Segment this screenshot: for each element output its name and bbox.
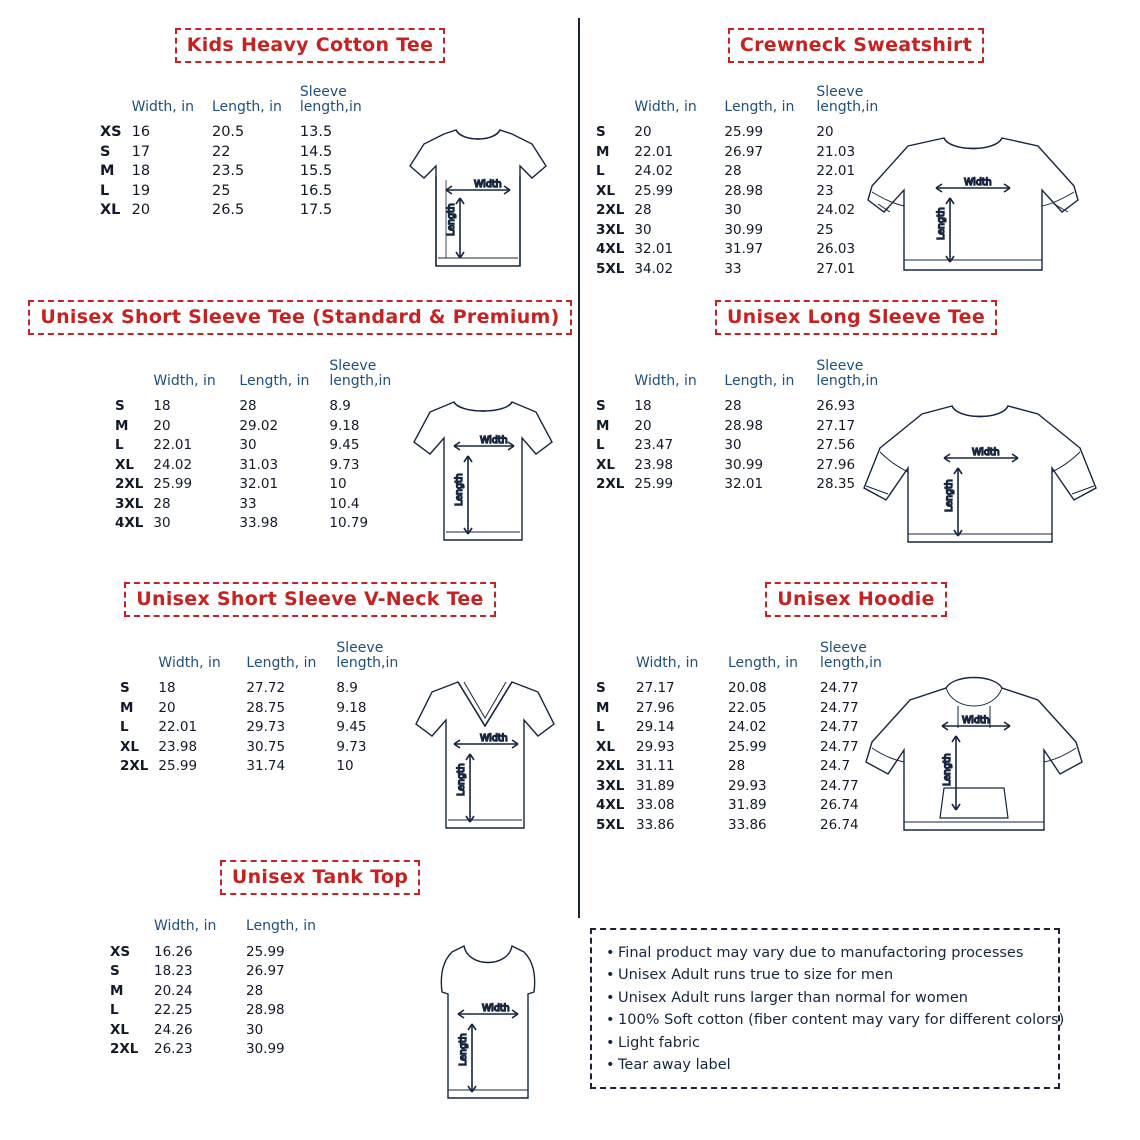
table-row: [100, 183, 360, 203]
table-header-row: [115, 359, 389, 398]
cell-sleeve: 20: [816, 124, 834, 141]
cell-sleeve: 9.18: [329, 417, 360, 434]
table-row: [110, 1022, 338, 1042]
title-wrap: [40, 582, 580, 617]
title-wrap: [60, 28, 560, 63]
col-width: Width, in: [158, 654, 221, 671]
col-size: [596, 359, 634, 398]
cell-size: S: [596, 124, 606, 141]
col-sleeve: Sleeve length,in: [299, 84, 362, 115]
cell-length: 30.99: [724, 456, 764, 473]
cell-width: 33.08: [636, 797, 675, 814]
cell-length: 28: [728, 758, 746, 775]
cell-sleeve: 26.74: [820, 816, 859, 833]
table-row: [115, 437, 389, 457]
note-item: • Final product may vary due to manufactoring processes: [606, 942, 1044, 964]
cell-sleeve: 14.5: [299, 143, 333, 160]
table-row: [120, 739, 396, 759]
table-row: [110, 944, 338, 964]
table-row: [596, 758, 880, 778]
cell-length: 30: [724, 202, 742, 219]
col-length: Length, in: [724, 372, 795, 389]
col-size: [110, 919, 154, 944]
cell-size: 2XL: [115, 476, 144, 493]
cell-sleeve: 24.02: [816, 202, 856, 219]
cell-size: 5XL: [596, 260, 625, 277]
cell-sleeve: 9.45: [336, 719, 367, 736]
table-row: [115, 398, 389, 418]
cell-sleeve: 10: [329, 476, 347, 493]
cell-width: 20: [131, 202, 151, 219]
unisex-short-sleeve-tee-diagram: [392, 388, 572, 558]
cell-length: 30.99: [246, 1041, 285, 1058]
cell-sleeve: 27.17: [816, 417, 856, 434]
cell-size: M: [596, 417, 610, 434]
cell-width: 25.99: [153, 476, 193, 493]
cell-size: S: [596, 398, 606, 415]
cell-width: 16.26: [154, 943, 193, 960]
cell-width: 28: [634, 202, 652, 219]
cell-length: 31.03: [239, 456, 279, 473]
cell-size: 2XL: [596, 758, 625, 775]
section-title: Unisex Tank Top: [220, 860, 420, 895]
cell-width: 27.96: [636, 699, 675, 716]
cell-sleeve: 26.93: [816, 398, 856, 415]
cell-width: 22.01: [153, 437, 193, 454]
cell-size: 4XL: [596, 797, 625, 814]
cell-size: M: [120, 699, 134, 716]
length-label: Length: [944, 479, 955, 512]
col-length: Length, in: [246, 918, 316, 934]
cell-width: 30: [634, 221, 652, 238]
cell-sleeve: 9.73: [329, 456, 360, 473]
kids-tee-diagram: [388, 118, 568, 283]
width-label: Width: [480, 435, 508, 446]
col-width: Width, in: [153, 372, 216, 389]
table-row: [110, 983, 338, 1003]
col-sleeve: Sleeve length,in: [820, 640, 882, 671]
note-item: • Tear away label: [606, 1054, 1044, 1076]
cell-width: 20.24: [154, 982, 193, 999]
cell-sleeve: 10.79: [329, 515, 369, 532]
cell-size: 2XL: [596, 476, 625, 493]
cell-sleeve: 26.74: [820, 797, 859, 814]
cell-sleeve: 24.77: [820, 680, 859, 697]
cell-sleeve: 27.96: [816, 456, 856, 473]
table-row: [120, 719, 396, 739]
cell-width: 22.01: [634, 143, 674, 160]
cell-size: M: [596, 143, 610, 160]
col-length: Length, in: [246, 654, 317, 671]
cell-sleeve: 10: [336, 758, 354, 775]
cell-length: 25.99: [728, 738, 767, 755]
width-label: Width: [964, 177, 992, 188]
width-label: Width: [482, 1003, 510, 1014]
crewneck-sweatshirt-diagram: [858, 120, 1088, 285]
cell-sleeve: 23: [816, 182, 834, 199]
cell-size: L: [596, 719, 605, 736]
cell-length: 28: [239, 398, 257, 415]
cell-width: 30: [153, 515, 171, 532]
length-label: Length: [454, 473, 465, 506]
cell-width: 24.02: [153, 456, 193, 473]
col-sleeve: Sleeve length,in: [336, 640, 399, 671]
col-size: [120, 641, 158, 680]
cell-width: 33.86: [636, 816, 675, 833]
cell-sleeve: 17.5: [299, 202, 333, 219]
table-row: [596, 476, 876, 496]
cell-size: XL: [120, 738, 140, 755]
cell-size: XL: [110, 1021, 130, 1038]
col-width: Width, in: [634, 98, 697, 115]
table-row: [596, 241, 876, 261]
cell-size: XL: [596, 738, 616, 755]
cell-width: 24.02: [634, 163, 674, 180]
cell-sleeve: 24.77: [820, 699, 859, 716]
cell-sleeve: 9.73: [336, 738, 367, 755]
table-header-row: [120, 641, 396, 680]
note-item: • Light fabric: [606, 1032, 1044, 1054]
cell-size: L: [596, 163, 605, 180]
col-width: Width, in: [131, 98, 194, 115]
size-table: [596, 358, 879, 496]
table-header-row: [110, 919, 338, 944]
cell-size: S: [110, 963, 120, 980]
cell-length: 27.72: [246, 680, 286, 697]
cell-width: 22.01: [158, 719, 198, 736]
table-row: [110, 1002, 338, 1022]
col-size: [100, 85, 132, 124]
cell-length: 31.89: [728, 797, 767, 814]
cell-size: XS: [110, 943, 131, 960]
cell-sleeve: 16.5: [299, 182, 333, 199]
width-label: Width: [474, 179, 502, 190]
cell-sleeve: 24.77: [820, 719, 859, 736]
cell-sleeve: 24.77: [820, 777, 859, 794]
table-row: [596, 719, 880, 739]
table-row: [100, 163, 360, 183]
cell-size: 4XL: [115, 515, 144, 532]
table-row: [100, 202, 360, 222]
cell-size: S: [115, 398, 125, 415]
col-width: Width, in: [634, 372, 697, 389]
cell-sleeve: 26.03: [816, 241, 856, 258]
cell-width: 24.26: [154, 1021, 193, 1038]
cell-width: 18: [153, 398, 171, 415]
table-row: [115, 457, 389, 477]
cell-length: 33: [239, 495, 257, 512]
size-table: [110, 919, 338, 1061]
cell-width: 20: [634, 417, 652, 434]
table-row: [596, 700, 880, 720]
cell-sleeve: 9.18: [336, 699, 367, 716]
unisex-v-neck-tee-diagram: [394, 668, 574, 848]
width-label: Width: [962, 715, 990, 726]
width-label: Width: [972, 447, 1000, 458]
cell-width: 23.98: [158, 738, 198, 755]
col-sleeve: Sleeve length,in: [816, 84, 879, 115]
cell-size: M: [110, 982, 124, 999]
cell-width: 25.99: [634, 182, 674, 199]
cell-size: XL: [100, 202, 121, 219]
col-size: [596, 85, 634, 124]
section-title: Unisex Short Sleeve Tee (Standard & Premium): [28, 300, 571, 335]
col-length: Length, in: [211, 98, 282, 115]
cell-length: 28.98: [724, 417, 764, 434]
cell-size: 3XL: [115, 495, 144, 512]
cell-width: 31.89: [636, 777, 675, 794]
cell-length: 28.98: [724, 182, 764, 199]
col-size: [596, 641, 636, 680]
cell-length: 28.98: [246, 1002, 285, 1019]
table-row: [596, 778, 880, 798]
cell-size: L: [596, 437, 605, 454]
cell-width: 25.99: [634, 476, 674, 493]
width-label: Width: [480, 733, 508, 744]
table-row: [596, 418, 876, 438]
cell-size: XL: [115, 456, 135, 473]
title-wrap: [596, 582, 1116, 617]
cell-length: 23.5: [211, 163, 245, 180]
length-label: Length: [936, 207, 947, 240]
table-row: [596, 817, 880, 837]
title-wrap: [110, 860, 530, 895]
table-row: [596, 739, 880, 759]
table-row: [115, 515, 389, 535]
table-row: [596, 144, 876, 164]
section-title: Unisex Hoodie: [765, 582, 946, 617]
cell-size: S: [120, 680, 130, 697]
cell-size: XL: [596, 182, 616, 199]
cell-width: 20: [634, 124, 652, 141]
cell-sleeve: 24.7: [820, 758, 851, 775]
table-row: [596, 797, 880, 817]
cell-length: 22.05: [728, 699, 767, 716]
section-title: Crewneck Sweatshirt: [728, 28, 984, 63]
cell-length: 33.86: [728, 816, 767, 833]
cell-size: M: [100, 163, 115, 180]
cell-width: 23.47: [634, 437, 674, 454]
cell-width: 19: [131, 182, 151, 199]
table-row: [110, 1041, 338, 1061]
table-row: [596, 202, 876, 222]
section-title: Kids Heavy Cotton Tee: [175, 28, 446, 63]
cell-length: 28.75: [246, 699, 286, 716]
cell-length: 30: [239, 437, 257, 454]
cell-length: 30: [724, 437, 742, 454]
cell-size: 5XL: [596, 816, 625, 833]
length-label: Length: [942, 753, 953, 786]
cell-size: 4XL: [596, 241, 625, 258]
cell-size: 2XL: [120, 758, 149, 775]
cell-length: 20.08: [728, 680, 767, 697]
cell-width: 18: [131, 163, 151, 180]
table-row: [115, 476, 389, 496]
cell-sleeve: 22.01: [816, 163, 856, 180]
cell-size: XL: [596, 456, 616, 473]
table-row: [596, 222, 876, 242]
size-table: [100, 85, 360, 222]
cell-length: 25.99: [246, 943, 285, 960]
col-width: Width, in: [636, 654, 699, 671]
cell-width: 27.17: [636, 680, 675, 697]
length-label: Length: [456, 763, 467, 796]
col-width: Width, in: [154, 918, 217, 934]
cell-sleeve: 28.35: [816, 476, 856, 493]
cell-size: L: [115, 437, 124, 454]
cell-length: 33.98: [239, 515, 279, 532]
length-label: Length: [446, 203, 457, 236]
col-length: Length, in: [728, 654, 798, 671]
cell-width: 23.98: [634, 456, 674, 473]
cell-sleeve: 10.4: [329, 495, 360, 512]
cell-width: 20: [153, 417, 171, 434]
table-row: [596, 680, 880, 700]
cell-sleeve: 21.03: [816, 143, 856, 160]
col-length: Length, in: [239, 372, 310, 389]
cell-size: 2XL: [110, 1041, 139, 1058]
cell-sleeve: 24.77: [820, 738, 859, 755]
table-header-row: [596, 359, 876, 398]
cell-length: 32.01: [724, 476, 764, 493]
cell-length: 24.02: [728, 719, 767, 736]
cell-sleeve: 25: [816, 221, 834, 238]
cell-length: 30: [246, 1021, 264, 1038]
cell-size: L: [100, 182, 110, 199]
table-row: [596, 437, 876, 457]
unisex-hoodie-diagram: [858, 668, 1090, 848]
cell-width: 20: [158, 699, 176, 716]
table-header-row: [596, 85, 876, 124]
cell-length: 29.93: [728, 777, 767, 794]
cell-sleeve: 9.45: [329, 437, 360, 454]
col-sleeve: Sleeve length,in: [816, 358, 879, 389]
note-item: • Unisex Adult runs true to size for men: [606, 964, 1044, 986]
size-table: [596, 641, 880, 836]
cell-width: 18.23: [154, 963, 193, 980]
cell-length: 25: [211, 182, 231, 199]
note-item: • 100% Soft cotton (fiber content may vary for different colors): [606, 1009, 1044, 1031]
cell-width: 22.25: [154, 1002, 193, 1019]
cell-width: 31.11: [636, 758, 675, 775]
col-sleeve: Sleeve length,in: [329, 358, 392, 389]
cell-length: 28: [246, 982, 264, 999]
cell-length: 22: [211, 143, 231, 160]
size-table: [120, 640, 399, 778]
cell-width: 16: [131, 124, 151, 141]
notes-box: [590, 928, 1065, 1089]
cell-length: 32.01: [239, 476, 279, 493]
cell-length: 26.97: [246, 963, 285, 980]
size-table: [596, 84, 879, 280]
cell-width: 34.02: [634, 260, 674, 277]
cell-width: 32.01: [634, 241, 674, 258]
cell-length: 29.02: [239, 417, 279, 434]
cell-length: 25.99: [724, 124, 764, 141]
cell-length: 30.75: [246, 738, 286, 755]
cell-width: 18: [634, 398, 652, 415]
table-row: [596, 124, 876, 144]
cell-length: 26.97: [724, 143, 764, 160]
cell-length: 33: [724, 260, 742, 277]
cell-length: 29.73: [246, 719, 286, 736]
cell-sleeve: 8.9: [336, 680, 358, 697]
cell-size: M: [115, 417, 129, 434]
table-row: [100, 144, 360, 164]
note-item: • Unisex Adult runs larger than normal for women: [606, 987, 1044, 1009]
cell-size: 3XL: [596, 777, 625, 794]
cell-length: 20.5: [211, 124, 245, 141]
cell-sleeve: 27.01: [816, 260, 856, 277]
length-label: Length: [458, 1033, 469, 1066]
size-table: [115, 358, 392, 535]
title-wrap: [20, 300, 580, 335]
col-length: Length, in: [724, 98, 795, 115]
table-row: [596, 457, 876, 477]
cell-width: 18: [158, 680, 176, 697]
cell-width: 28: [153, 495, 171, 512]
section-title: Unisex Long Sleeve Tee: [715, 300, 997, 335]
table-row: [115, 418, 389, 438]
cell-length: 31.74: [246, 758, 286, 775]
table-row: [120, 680, 396, 700]
table-row: [120, 700, 396, 720]
cell-sleeve: 15.5: [299, 163, 333, 180]
cell-length: 28: [724, 163, 742, 180]
cell-size: S: [100, 143, 111, 160]
cell-width: 29.93: [636, 738, 675, 755]
unisex-long-sleeve-tee-diagram: [860, 392, 1100, 557]
table-row: [596, 163, 876, 183]
cell-size: L: [120, 719, 129, 736]
cell-length: 26.5: [211, 202, 245, 219]
table-row: [596, 398, 876, 418]
cell-size: M: [596, 699, 610, 716]
title-wrap: [596, 28, 1116, 63]
table-row: [110, 963, 338, 983]
table-header-row: [100, 85, 360, 124]
table-row: [596, 183, 876, 203]
cell-size: S: [596, 680, 606, 697]
table-row: [596, 261, 876, 281]
table-row: [120, 758, 396, 778]
cell-length: 31.97: [724, 241, 764, 258]
unisex-tank-top-diagram: [408, 932, 568, 1112]
cell-width: 29.14: [636, 719, 675, 736]
title-wrap: [596, 300, 1116, 335]
cell-size: XS: [100, 124, 122, 141]
col-size: [115, 359, 153, 398]
cell-sleeve: 8.9: [329, 398, 351, 415]
table-row: [115, 496, 389, 516]
cell-length: 28: [724, 398, 742, 415]
section-title: Unisex Short Sleeve V-Neck Tee: [124, 582, 495, 617]
cell-width: 17: [131, 143, 151, 160]
cell-sleeve: 13.5: [299, 124, 333, 141]
table-row: [100, 124, 360, 144]
cell-width: 25.99: [158, 758, 198, 775]
table-header-row: [596, 641, 880, 680]
cell-length: 30.99: [724, 221, 764, 238]
cell-size: 2XL: [596, 202, 625, 219]
cell-width: 26.23: [154, 1041, 193, 1058]
cell-sleeve: 27.56: [816, 437, 856, 454]
cell-size: 3XL: [596, 221, 625, 238]
cell-size: L: [110, 1002, 119, 1019]
